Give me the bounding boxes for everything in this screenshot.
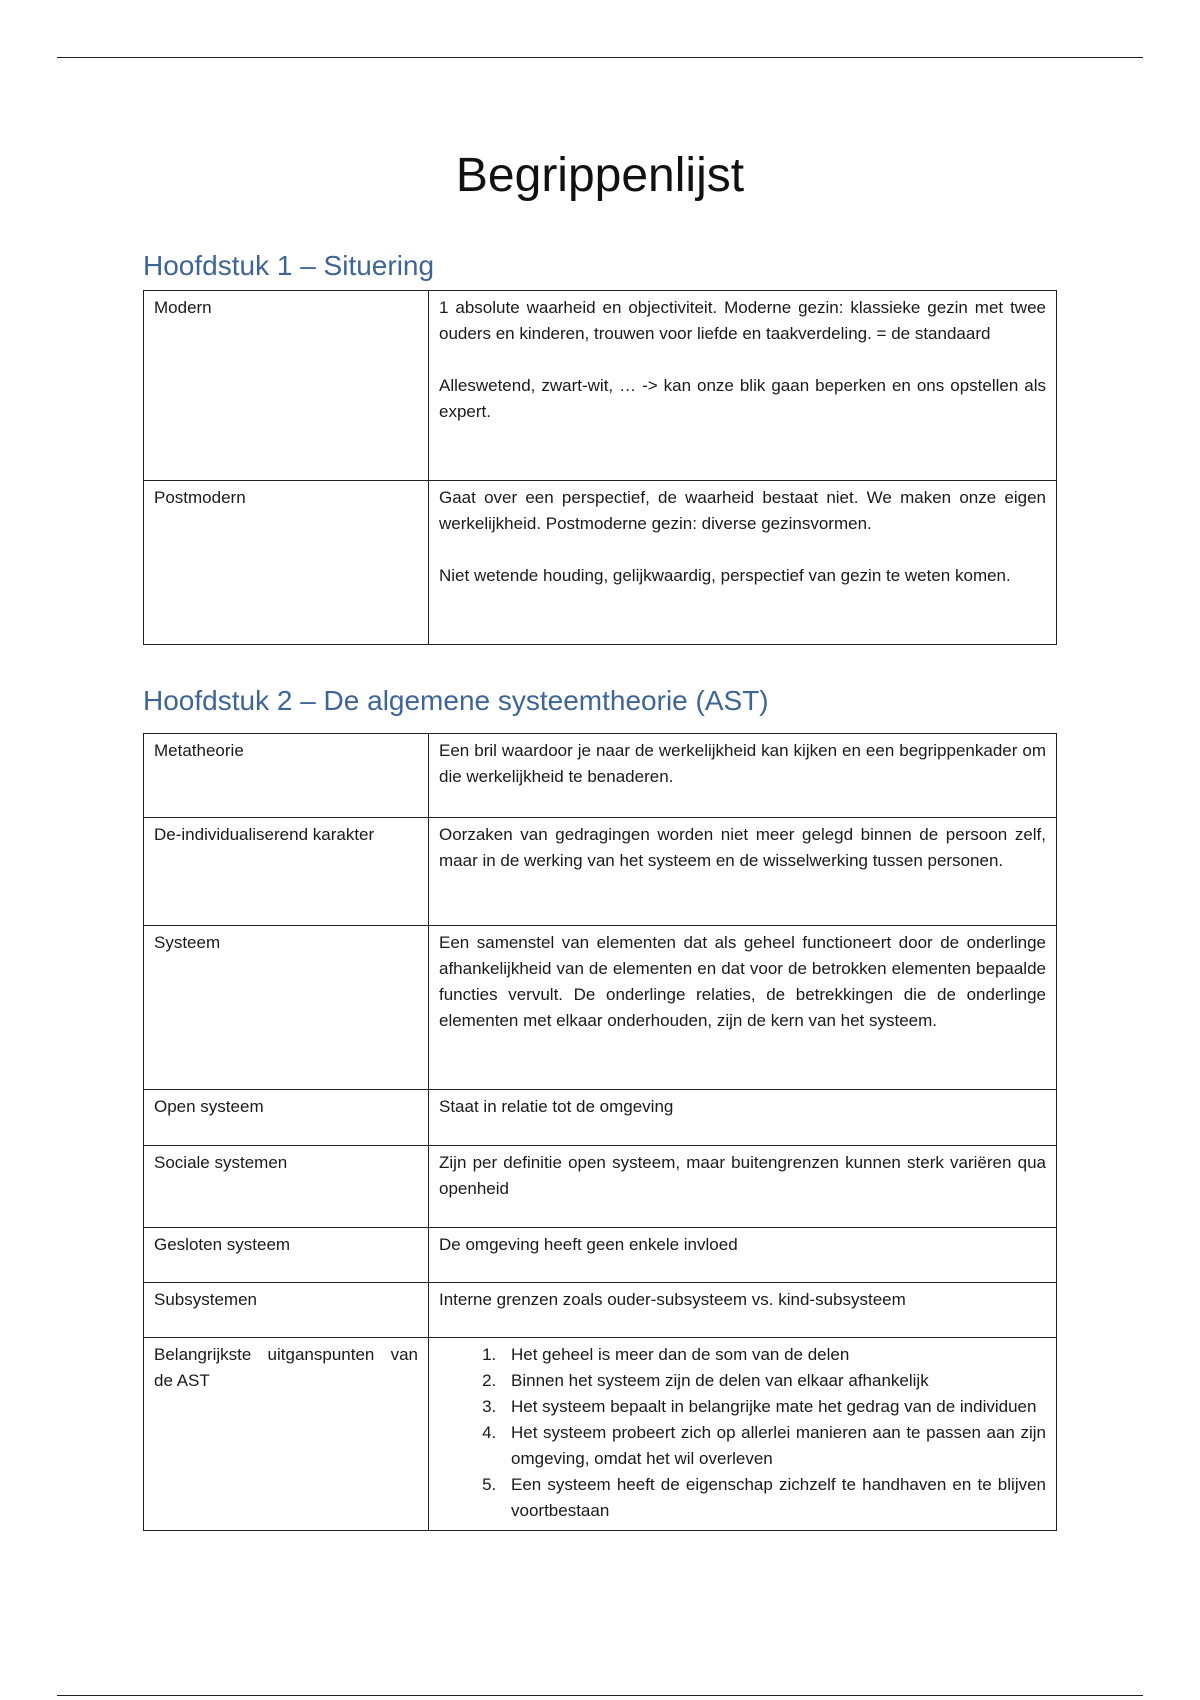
term-cell: Gesloten systeem (144, 1228, 429, 1283)
definition-cell (429, 926, 1057, 1090)
table-row (144, 291, 1057, 481)
definition-paragraph: Staat in relatie tot de omgeving (439, 1097, 674, 1116)
list-item: 5. Een systeem heeft de eigenschap zichzelf te handhaven en te blijven voortbestaan (501, 1472, 1046, 1524)
table-row (144, 926, 1057, 1090)
chapter-2-glossary-table (143, 733, 1057, 1531)
list-item: 3. Het systeem bepaalt in belangrijke mate het gedrag van de individuen (501, 1394, 1046, 1420)
definition-cell (429, 1090, 1057, 1146)
term-cell: Postmodern (144, 481, 429, 645)
list-item: 1. Het geheel is meer dan de som van de delen (501, 1342, 1046, 1368)
chapter-1-heading: Hoofdstuk 1 – Situering (143, 250, 435, 281)
term-cell: Subsystemen (144, 1283, 429, 1338)
term-cell: Modern (144, 291, 429, 481)
definition-paragraph: Niet wetende houding, gelijkwaardig, perspectief van gezin te weten komen. (439, 566, 1011, 585)
term-cell: Belangrijkste uitganspunten van de AST (144, 1338, 429, 1531)
table-row (144, 818, 1057, 926)
table-row (144, 1146, 1057, 1228)
definition-cell (429, 1146, 1057, 1228)
definition-paragraph: Een samenstel van elementen dat als geheel functioneert door de onderlinge afhankelijkheid van de elementen en dat voor de betrokken elementen bepaalde functies vervult. De onderlinge relaties, de betrekkingen die de onderlinge elementen met elkaar onderhouden, zijn de kern van het systeem. (439, 933, 1046, 1030)
definition-cell (429, 1283, 1057, 1338)
definition-cell (429, 1338, 1057, 1531)
definition-cell (429, 818, 1057, 926)
definition-cell (429, 481, 1057, 645)
footer-rule (57, 1695, 1143, 1696)
definition-paragraph: Gaat over een perspectief, de waarheid bestaat niet. We maken onze eigen werkelijkheid. Postmoderne gezin: diverse gezinsvormen. (439, 488, 1046, 533)
definition-paragraph: Alleswetend, zwart-wit, … -> kan onze blik gaan beperken en ons opstellen als expert. (439, 376, 1046, 421)
term-cell: Metatheorie (144, 734, 429, 818)
definition-paragraph: 1 absolute waarheid en objectiviteit. Moderne gezin: klassieke gezin met twee ouders en kinderen, trouwen voor liefde en taakverdeling. = de standaard (439, 298, 1046, 343)
table-row (144, 1338, 1057, 1531)
table-row (144, 734, 1057, 818)
term-cell: Open systeem (144, 1090, 429, 1146)
table-row (144, 481, 1057, 645)
header-rule (57, 57, 1143, 58)
term-cell: De-individualiserend karakter (144, 818, 429, 926)
term-cell: Systeem (144, 926, 429, 1090)
list-item: 4. Het systeem probeert zich op allerlei manieren aan te passen aan zijn omgeving, omdat het wil overleven (501, 1420, 1046, 1472)
table-row (144, 1090, 1057, 1146)
chapter-1-glossary-table (143, 290, 1057, 645)
definition-paragraph: Interne grenzen zoals ouder-subsysteem vs. kind-subsysteem (439, 1290, 906, 1309)
definition-paragraph: De omgeving heeft geen enkele invloed (439, 1235, 738, 1254)
list-item: 2. Binnen het systeem zijn de delen van elkaar afhankelijk (501, 1368, 1046, 1394)
definition-paragraph: Een bril waardoor je naar de werkelijkheid kan kijken en een begrippenkader om die werkelijkheid te benaderen. (439, 741, 1046, 786)
principles-list (439, 1342, 1046, 1524)
definition-paragraph: Oorzaken van gedragingen worden niet meer gelegd binnen de persoon zelf, maar in de werking van het systeem en de wisselwerking tussen personen. (439, 825, 1046, 870)
table-row (144, 1283, 1057, 1338)
definition-paragraph: Zijn per definitie open systeem, maar buitengrenzen kunnen sterk variëren qua openheid (439, 1153, 1046, 1198)
definition-cell (429, 291, 1057, 481)
definition-cell (429, 1228, 1057, 1283)
chapter-2-heading: Hoofdstuk 2 – De algemene systeemtheorie (AST) (143, 685, 769, 716)
term-cell: Sociale systemen (144, 1146, 429, 1228)
table-row (144, 1228, 1057, 1283)
definition-cell (429, 734, 1057, 818)
document-title: Begrippenlijst (455, 149, 745, 202)
